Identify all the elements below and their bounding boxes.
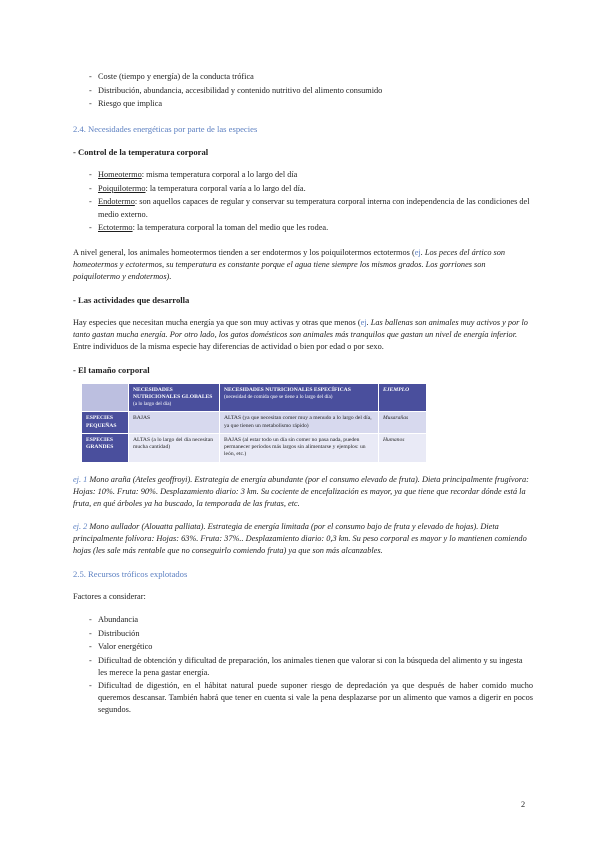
subheading-activities: - Las actividades que desarrolla [73, 294, 190, 305]
list-item: - Distribución [73, 628, 533, 640]
section-heading-2-4: 2.4. Necesidades energéticas por parte de las especies [73, 123, 258, 134]
list-item: - Distribución, abundancia, accesibilidad y contenido nutritivo del alimento consumido [73, 85, 533, 97]
term: Poiquilotermo [98, 183, 146, 193]
table-row-label: ESPECIES PEQUEÑAS [82, 412, 129, 434]
example-link[interactable]: ej. 2 [73, 521, 88, 531]
text: Entre individuos de la misma especie hay diferencias de actividad o bien por edad o por sexo. [73, 342, 384, 352]
definition: : la temperatura corporal varía a lo largo del día. [145, 183, 306, 193]
text: A nivel general, los animales homeotermos tienden a ser endotermos y los poiquilotermos ectotermos ( [73, 247, 415, 257]
example-1-paragraph [73, 474, 533, 510]
definition: : son aquellos capaces de regular y conservar su temperatura corporal interna con independencia de las condiciones del medio externo. [98, 197, 530, 219]
term: Homeotermo [98, 170, 142, 180]
list-item [73, 222, 533, 234]
text: Mono araña (Ateles geoffroyi). Estrategia de energía abundante (por el consumo elevado de fruta). Dieta principalmente frugívora: Hojas: 10%. Fruta: 90%. Desplazamiento diario: 3 km. Su cociente de encefalización es mayor, ya que tiene que recordar dónde está la fruta, en qué árboles ya ha buscado, la temporada de las frutas, etc. [73, 474, 529, 508]
page-number: 2 [521, 800, 526, 809]
example-link[interactable]: ej [414, 247, 421, 257]
list-item: - Valor energético [73, 641, 533, 653]
table-header-example: EJEMPLO [379, 383, 427, 412]
example-2-paragraph [73, 521, 533, 557]
example-link[interactable]: ej [360, 318, 367, 328]
table-cell: ALTAS (a lo largo del día necesitan mucha cantidad) [129, 433, 220, 462]
example-text: . Las ballenas son animales muy activos y por lo tanto gastan mucha energía. Por otro lado, los gatos domésticos son animales más tranquilos que gastan un nivel de energía inferior. [73, 318, 528, 340]
list-conduct-factors [73, 71, 533, 110]
example-link[interactable]: ej. 1 [73, 474, 88, 484]
list-item: - Coste (tiempo y energía) de la conducta trófica [73, 71, 533, 83]
paragraph-activities [73, 317, 533, 353]
factors-intro: Factores a considerar: [73, 592, 146, 602]
section-heading-2-5: 2.5. Recursos tróficos explotados [73, 568, 188, 579]
list-factors [73, 614, 533, 716]
list-item [73, 196, 533, 220]
table-row [82, 433, 427, 462]
table-corner-cell [82, 383, 129, 412]
text: Mono aullador (Alouatta palliata). Estrategia de energía limitada (por el consumo bajo de fruta y elevado de hojas). Dieta principalmente folívora: Hojas: 63%. Fruta: 37%.. Desplazamiento diario: 0,3 km. Su peso corporal es mayor y lo mantienen comiendo hojas (les sale más rentable que no conseguirlo comiendo fruta) ya que son más alcanzables. [73, 521, 527, 555]
table-cell: BAJAS (al estar todo un día sin comer no pasa nada, pueden permanecer períodos más largos sin alimentarse y ejemplos: un león, etc.) [220, 433, 379, 462]
table-header-specific: NECESIDADES NUTRICIONALES ESPECÍFICAS (necesidad de comida que se tiene a lo largo del día) [220, 383, 379, 412]
list-item [73, 169, 533, 181]
table-cell: Musarañas [379, 412, 427, 434]
table-cell: BAJAS [129, 412, 220, 434]
page-content [73, 71, 533, 718]
paragraph-temperature [73, 247, 533, 283]
table-header-global: NECESIDADES NUTRICIONALES GLOBALES (a lo largo del día) [129, 383, 220, 412]
example-text: . Los peces del ártico son homeotermos y ectotermos, su temperatura es constante porque el agua tiene siempre los mismos grados. Los gorriones son poiquilotermo y endotermos). [73, 247, 506, 281]
subheading-body-size: - El tamaño corporal [73, 365, 150, 376]
text: Hay especies que necesitan mucha energía ya que son muy activas y otras que menos ( [73, 318, 361, 328]
term: Ectotermo [98, 223, 133, 233]
nutrition-table [81, 383, 427, 463]
list-item [73, 183, 533, 195]
table-row [82, 412, 427, 434]
definition: : misma temperatura corporal a lo largo del día [141, 170, 298, 180]
list-item: - Dificultad de obtención y dificultad de preparación, los animales tienen que valorar si con la búsqueda del alimento y su ingesta les merece la pena gastar energía. [73, 655, 533, 679]
list-item: - Abundancia [73, 614, 533, 626]
subheading-temperature: - Control de la temperatura corporal [73, 147, 209, 157]
table-cell: Humanos [379, 433, 427, 462]
list-item: - Dificultad de digestión, en el hábitat natural puede suponer riesgo de depredación ya que después de haber comido mucho queremos descansar. También habrá que tener en cuenta si vale la pena desplazarse por un alimento que vamos a digerir en pocos segundos. [73, 680, 533, 716]
list-item: - Riesgo que implica [73, 98, 533, 110]
term: Endotermo [98, 197, 135, 207]
table-header-row [82, 383, 427, 412]
list-temperature-terms [73, 169, 533, 234]
definition: : la temperatura corporal la toman del medio que les rodea. [132, 223, 329, 233]
table-row-label: ESPECIES GRANDES [82, 433, 129, 462]
table-cell: ALTAS (ya que necesitan comer muy a menudo a lo largo del día, ya que tienen un metabolismo rápido) [220, 412, 379, 434]
